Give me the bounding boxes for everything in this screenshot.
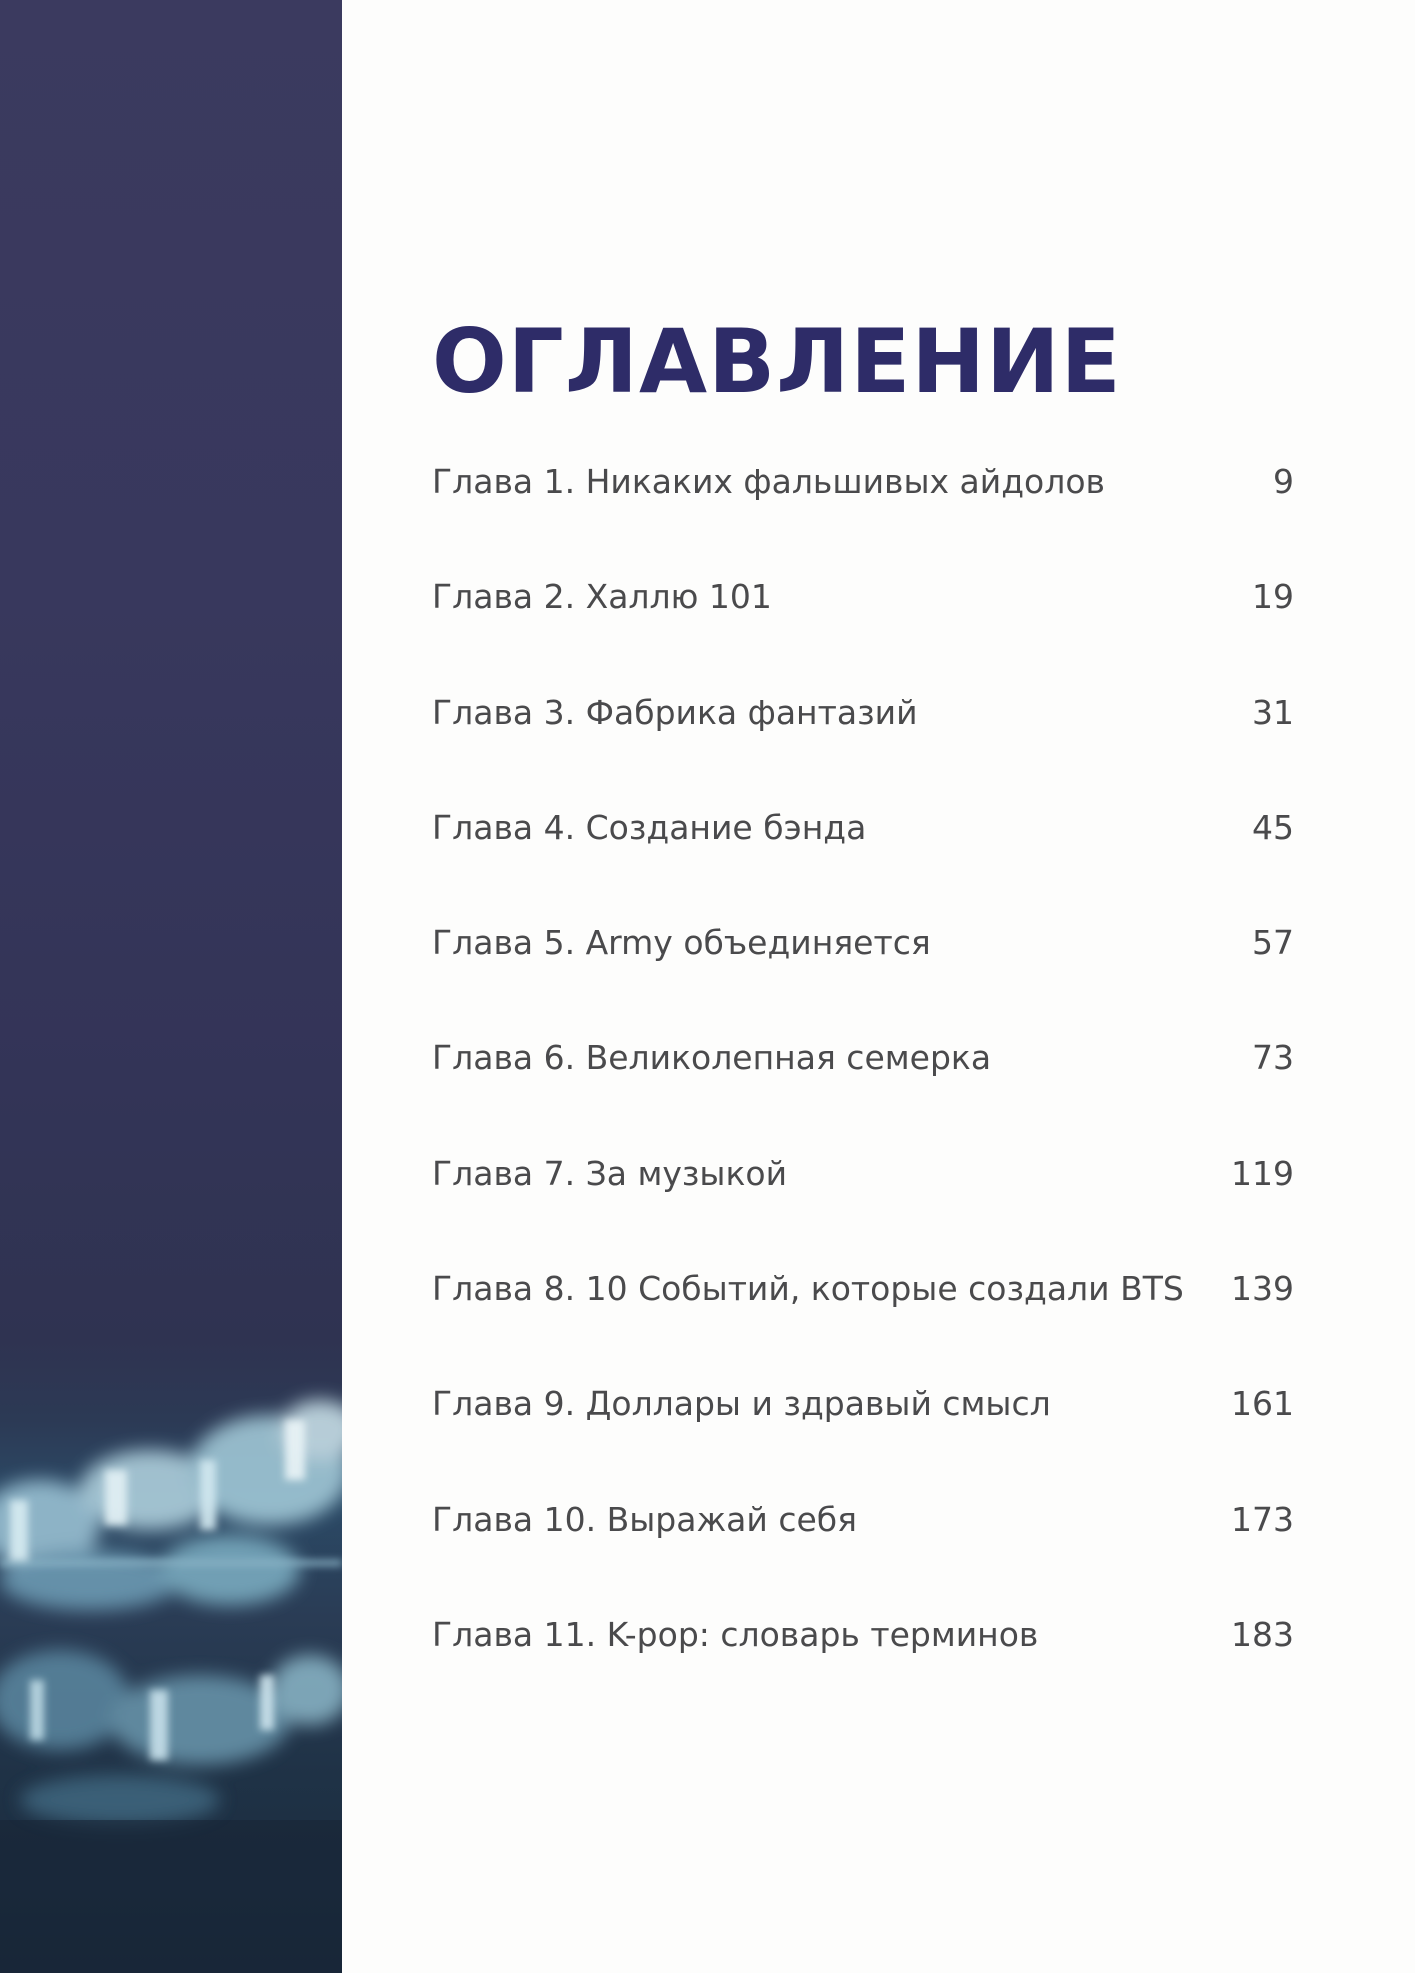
page-number: 19: [1252, 577, 1294, 617]
chapter-title: Army объединяется: [585, 923, 931, 963]
toc-item-11[interactable]: [432, 1615, 1294, 1730]
chapter-title: Фабрика фантазий: [585, 692, 918, 732]
toc-list: [432, 462, 1294, 1730]
cover-photo-band: [0, 0, 342, 1973]
page-number: 9: [1273, 462, 1294, 501]
toc-item-9[interactable]: [432, 1384, 1294, 1499]
chapter-label: Глава 5.: [432, 923, 576, 963]
toc-item-7[interactable]: [432, 1154, 1294, 1269]
toc-item-6[interactable]: [432, 1038, 1294, 1153]
chapter-title: 10 Событий, которые создали BTS: [585, 1269, 1184, 1309]
page-number: 31: [1252, 692, 1294, 732]
page-number: 119: [1231, 1153, 1294, 1193]
page-number: 45: [1252, 807, 1294, 847]
page-number: 73: [1252, 1038, 1294, 1078]
chapter-title: K-pop: словарь терминов: [606, 1614, 1039, 1654]
toc-item-2[interactable]: [432, 577, 1294, 692]
page-number: 183: [1231, 1614, 1294, 1654]
chapter-label: Глава 2.: [432, 577, 576, 617]
toc-item-3[interactable]: [432, 693, 1294, 808]
page-number: 57: [1252, 923, 1294, 963]
chapter-label: Глава 7.: [432, 1153, 576, 1193]
chapter-title: Халлю 101: [585, 577, 772, 617]
chapter-title: Никаких фальшивых айдолов: [585, 462, 1105, 501]
toc-item-8[interactable]: [432, 1269, 1294, 1384]
toc-item-1[interactable]: [432, 462, 1294, 577]
chapter-label: Глава 1.: [432, 462, 576, 501]
chapter-title: Доллары и здравый смысл: [585, 1384, 1051, 1424]
toc-item-5[interactable]: [432, 923, 1294, 1038]
chapter-title: Великолепная семерка: [585, 1038, 992, 1078]
chapter-label: Глава 8.: [432, 1269, 576, 1309]
chapter-label: Глава 4.: [432, 807, 576, 847]
toc-item-10[interactable]: [432, 1500, 1294, 1615]
chapter-title: За музыкой: [585, 1153, 788, 1193]
chapter-label: Глава 10.: [432, 1499, 597, 1539]
page-number: 161: [1231, 1384, 1294, 1424]
chapter-title: Выражай себя: [606, 1499, 857, 1539]
chapter-label: Глава 11.: [432, 1614, 597, 1654]
chapter-label: Глава 9.: [432, 1384, 576, 1424]
page-title: ОГЛАВЛЕНИЕ: [432, 310, 1122, 413]
chapter-title: Создание бэнда: [585, 807, 867, 847]
chapter-label: Глава 6.: [432, 1038, 576, 1078]
page-number: 173: [1231, 1499, 1294, 1539]
chapter-label: Глава 3.: [432, 692, 576, 732]
toc-item-4[interactable]: [432, 808, 1294, 923]
page-number: 139: [1231, 1269, 1294, 1309]
stage-lights-image: [0, 0, 342, 1973]
